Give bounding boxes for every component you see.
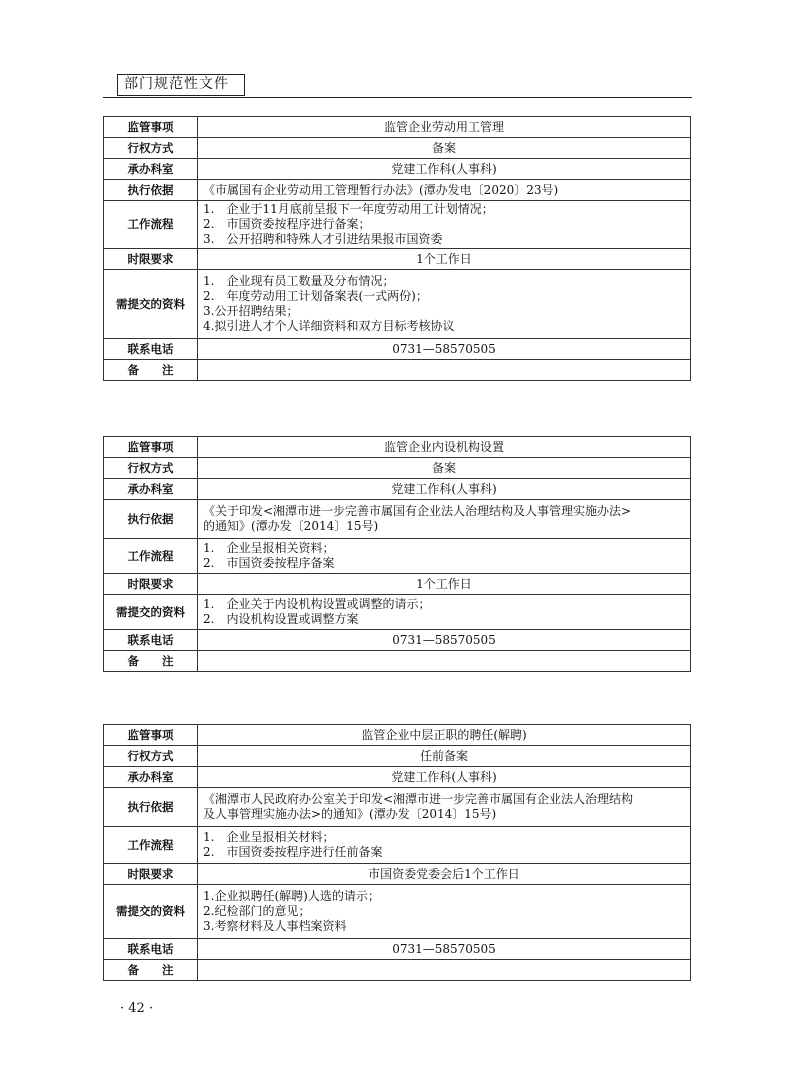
- basis-line: 及人事管理实施办法>的通知》(潭办发〔2014〕15号): [203, 807, 497, 821]
- page-number: · 42 ·: [120, 1001, 154, 1016]
- label-basis: 执行依据: [104, 500, 198, 539]
- value-time-limit: 1个工作日: [198, 574, 691, 595]
- value-method: 备案: [198, 138, 691, 159]
- process-step: 3. 公开招聘和特殊人才引进结果报市国资委: [203, 232, 443, 246]
- label-basis: 执行依据: [104, 788, 198, 827]
- label-time-limit: 时限要求: [104, 574, 198, 595]
- basis-line: 《市属国有企业劳动用工管理暂行办法》(潭办发电〔2020〕23号): [203, 182, 559, 197]
- value-materials: [198, 270, 691, 339]
- label-remarks: 备 注: [104, 651, 198, 672]
- label-phone: 联系电话: [104, 339, 198, 360]
- material-item: 1. 企业现有员工数量及分布情况；: [203, 274, 395, 288]
- regulation-table-2: [103, 436, 691, 672]
- material-item: 2.纪检部门的意见；: [203, 904, 311, 918]
- regulation-table-3: [103, 724, 691, 981]
- value-materials: [198, 595, 691, 630]
- label-phone: 联系电话: [104, 630, 198, 651]
- value-office: 党建工作科(人事科): [198, 159, 691, 180]
- label-materials: 需提交的资料: [104, 595, 198, 630]
- material-item: 2. 年度劳动用工计划备案表(一式两份)；: [203, 289, 428, 303]
- value-office: 党建工作科(人事科): [198, 767, 691, 788]
- label-office: 承办科室: [104, 159, 198, 180]
- value-phone: 0731—58570505: [198, 339, 691, 360]
- value-item: 监管企业内设机构设置: [198, 437, 691, 458]
- value-process: [198, 539, 691, 574]
- value-time-limit: 1个工作日: [198, 249, 691, 270]
- label-item: 监管事项: [104, 437, 198, 458]
- material-item: 3.考察材料及人事档案资料: [203, 919, 347, 933]
- value-basis: [198, 500, 691, 539]
- label-office: 承办科室: [104, 479, 198, 500]
- process-step: 2. 市国资委按程序进行备案；: [203, 217, 371, 231]
- label-process: 工作流程: [104, 539, 198, 574]
- value-process: [198, 827, 691, 864]
- value-item: 监管企业中层正职的聘任(解聘): [198, 725, 691, 746]
- section-header: 部门规范性文件: [117, 74, 245, 96]
- label-materials: 需提交的资料: [104, 270, 198, 339]
- regulation-table-1: [103, 116, 691, 381]
- value-time-limit: 市国资委党委会后1个工作日: [198, 864, 691, 885]
- value-item: 监管企业劳动用工管理: [198, 117, 691, 138]
- material-item: 1.企业拟聘任(解聘)人选的请示；: [203, 889, 380, 903]
- process-step: 2. 市国资委按程序备案: [203, 556, 335, 570]
- label-remarks: 备 注: [104, 960, 198, 981]
- value-phone: 0731—58570505: [198, 630, 691, 651]
- value-materials: [198, 885, 691, 939]
- value-remarks: [198, 960, 691, 981]
- value-basis: [198, 180, 691, 201]
- material-item: 1. 企业关于内设机构设置或调整的请示；: [203, 597, 431, 611]
- material-item: 3.公开招聘结果；: [203, 304, 299, 318]
- label-basis: 执行依据: [104, 180, 198, 201]
- material-item: 2. 内设机构设置或调整方案: [203, 612, 359, 626]
- basis-line: 《湘潭市人民政府办公室关于印发<湘潭市进一步完善市属国有企业法人治理结构: [203, 792, 634, 806]
- label-method: 行权方式: [104, 458, 198, 479]
- value-method: 任前备案: [198, 746, 691, 767]
- value-method: 备案: [198, 458, 691, 479]
- value-process: [198, 201, 691, 249]
- label-materials: 需提交的资料: [104, 885, 198, 939]
- process-step: 2. 市国资委按程序进行任前备案: [203, 845, 383, 859]
- label-office: 承办科室: [104, 767, 198, 788]
- basis-line: 《关于印发<湘潭市进一步完善市属国有企业法人治理结构及人事管理实施办法>: [203, 504, 632, 518]
- value-basis: [198, 788, 691, 827]
- process-step: 1. 企业呈报相关材料；: [203, 830, 335, 844]
- label-remarks: 备 注: [104, 360, 198, 381]
- label-time-limit: 时限要求: [104, 249, 198, 270]
- header-divider: [103, 97, 692, 98]
- material-item: 4.拟引进人才个人详细资料和双方目标考核协议: [203, 319, 455, 333]
- process-step: 1. 企业于11月底前呈报下一年度劳动用工计划情况；: [203, 202, 494, 216]
- label-method: 行权方式: [104, 138, 198, 159]
- label-item: 监管事项: [104, 725, 198, 746]
- process-step: 1. 企业呈报相关资料；: [203, 541, 335, 555]
- label-item: 监管事项: [104, 117, 198, 138]
- value-office: 党建工作科(人事科): [198, 479, 691, 500]
- label-process: 工作流程: [104, 201, 198, 249]
- label-phone: 联系电话: [104, 939, 198, 960]
- value-remarks: [198, 360, 691, 381]
- value-phone: 0731—58570505: [198, 939, 691, 960]
- label-process: 工作流程: [104, 827, 198, 864]
- label-method: 行权方式: [104, 746, 198, 767]
- basis-line: 的通知》(潭办发〔2014〕15号): [203, 519, 379, 533]
- label-time-limit: 时限要求: [104, 864, 198, 885]
- value-remarks: [198, 651, 691, 672]
